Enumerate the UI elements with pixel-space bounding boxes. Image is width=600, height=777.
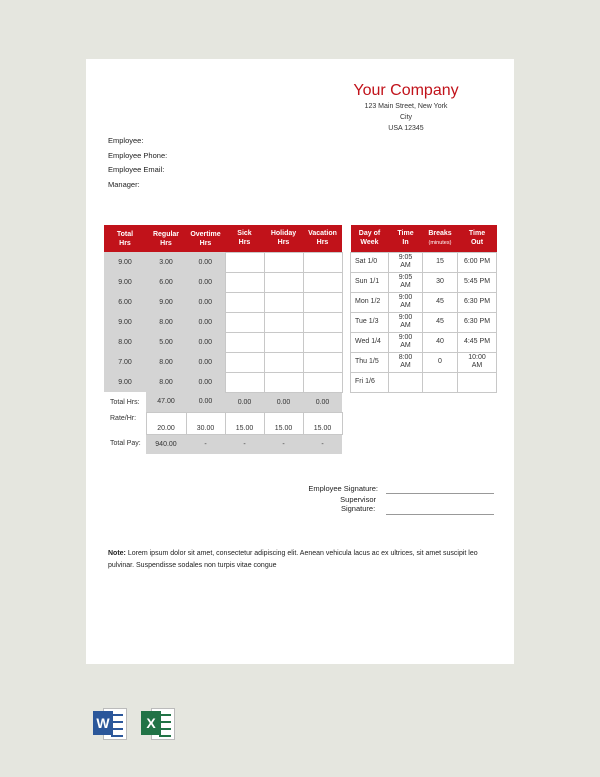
timesheet-page [86, 59, 514, 664]
total-pay-cell: - [282, 440, 285, 448]
hours-table [104, 225, 343, 454]
hours-cell[interactable] [225, 272, 264, 292]
header-vacation-hrs [303, 225, 342, 252]
total-pay-cell: - [204, 440, 207, 448]
hours-cell[interactable] [303, 372, 342, 392]
hours-cell[interactable] [303, 312, 342, 332]
manager-label: Manager: [108, 179, 140, 189]
header-total-hrs [104, 225, 146, 252]
rate-cell[interactable]: 15.00 [303, 412, 342, 434]
total-pay-row [104, 434, 342, 454]
hours-cell: 8.00 [146, 352, 186, 372]
breaks-cell[interactable]: 30 [423, 272, 458, 292]
breaks-cell[interactable]: 15 [423, 252, 458, 272]
breaks-cell[interactable]: 40 [423, 332, 458, 352]
time-out-cell[interactable] [458, 372, 497, 392]
time-in-cell[interactable]: 9:00 AM [389, 312, 423, 332]
time-in-cell[interactable] [389, 372, 423, 392]
hours-cell: 0.00 [186, 272, 225, 292]
excel-letter: X [141, 711, 161, 735]
hours-cell: 3.00 [146, 252, 186, 272]
header-sick-hrs [225, 225, 264, 252]
hours-cell[interactable] [264, 252, 303, 272]
time-out-cell[interactable]: 6:00 PM [458, 252, 497, 272]
time-out-cell[interactable]: 6:30 PM [458, 292, 497, 312]
time-out-cell[interactable]: 4:45 PM [458, 332, 497, 352]
word-letter: W [93, 711, 113, 735]
hours-row [104, 372, 342, 392]
hours-row [104, 312, 342, 332]
total-hrs-row [104, 392, 342, 412]
day-row [351, 332, 497, 352]
supervisor-signature-line[interactable] [386, 514, 494, 515]
hours-cell: 8.00 [104, 332, 146, 352]
breaks-cell[interactable]: 45 [423, 312, 458, 332]
hours-cell[interactable] [303, 292, 342, 312]
note [108, 548, 488, 571]
total-hrs-cell: 0.00 [315, 398, 330, 406]
header-minutes-text: (minutes) [428, 239, 452, 246]
hours-row [104, 272, 342, 292]
hours-row [104, 252, 342, 272]
total-pay-cell: 940.00 [155, 440, 177, 448]
time-table [350, 225, 497, 393]
hours-cell: 0.00 [186, 372, 225, 392]
signature-block [276, 483, 506, 517]
breaks-cell[interactable] [423, 372, 458, 392]
time-in-cell[interactable]: 8:00 AM [389, 352, 423, 372]
hours-cell[interactable] [264, 272, 303, 292]
time-out-cell[interactable]: 5:45 PM [458, 272, 497, 292]
header-text: Day of Week [358, 230, 381, 247]
rate-cell[interactable]: 30.00 [186, 412, 225, 434]
total-hrs-cell: 0.00 [237, 398, 252, 406]
header-text: Regular Hrs [152, 230, 180, 247]
employee-signature-row [276, 483, 506, 495]
header-time-out [458, 225, 497, 252]
rate-cell[interactable]: 15.00 [225, 412, 264, 434]
employee-email-label: Employee Email: [108, 165, 165, 174]
day-cell: Fri 1/6 [351, 372, 389, 392]
hours-cell: 6.00 [146, 272, 186, 292]
day-cell: Wed 1/4 [351, 332, 389, 352]
header-text: Vacation Hrs [308, 230, 337, 247]
hours-cell: 8.00 [146, 312, 186, 332]
hours-cell: 9.00 [146, 292, 186, 312]
time-in-cell[interactable]: 9:05 AM [389, 252, 423, 272]
time-out-cell[interactable]: 6:30 PM [458, 312, 497, 332]
note-text: Lorem ipsum dolor sit amet, consectetur adipiscing elit. Aenean vehicula lacus ac ex ultrices, sit amet suscipit leo pulvinar. Suspendisse sodales non turpis vitae congue [108, 550, 478, 569]
hours-cell: 0.00 [186, 292, 225, 312]
hours-cell: 9.00 [104, 272, 146, 292]
header-text: Overtime Hrs [190, 230, 221, 247]
hours-cell[interactable] [303, 272, 342, 292]
hours-cell[interactable] [225, 312, 264, 332]
hours-cell[interactable] [303, 252, 342, 272]
hours-cell[interactable] [225, 352, 264, 372]
company-address-line2: City [399, 114, 413, 121]
hours-cell: 0.00 [186, 252, 225, 272]
hours-cell[interactable] [225, 252, 264, 272]
excel-file-icon[interactable] [141, 707, 174, 739]
breaks-cell[interactable]: 45 [423, 292, 458, 312]
day-row [351, 312, 497, 332]
hours-cell[interactable] [225, 292, 264, 312]
header-text: Holiday Hrs [270, 230, 297, 247]
hours-cell[interactable] [264, 352, 303, 372]
company-name: Your Company [353, 82, 459, 99]
time-in-cell[interactable]: 9:05 AM [389, 272, 423, 292]
header-text: Time Out [468, 230, 486, 247]
header-text: Sick Hrs [237, 230, 252, 247]
company-address-line1: 123 Main Street, New York [364, 103, 448, 110]
company-address-line3: USA 12345 [388, 125, 424, 132]
header-overtime-hrs [186, 225, 225, 252]
hours-cell[interactable] [225, 372, 264, 392]
hours-cell: 9.00 [104, 252, 146, 272]
hours-cell[interactable] [303, 352, 342, 372]
header-breaks-text: Breaks [428, 229, 452, 237]
hours-row [104, 352, 342, 372]
day-row [351, 252, 497, 272]
company-header [341, 81, 471, 134]
header-day-of-week [351, 225, 389, 252]
hours-cell: 9.00 [104, 312, 146, 332]
supervisor-label-line1: Supervisor [340, 495, 376, 504]
day-cell: Thu 1/5 [351, 352, 389, 372]
note-label: Note: [108, 550, 126, 557]
hours-cell[interactable] [264, 312, 303, 332]
day-cell: Sat 1/0 [351, 252, 389, 272]
hours-cell: 7.00 [104, 352, 146, 372]
rate-cell[interactable]: 15.00 [264, 412, 303, 434]
total-pay-label: Total Pay: [104, 434, 146, 454]
rate-cell[interactable]: 20.00 [146, 412, 186, 434]
total-hrs-cell: 0.00 [276, 398, 291, 406]
hours-cell[interactable] [264, 372, 303, 392]
hours-cell: 0.00 [186, 352, 225, 372]
hours-row [104, 292, 342, 312]
total-pay-cell: - [243, 440, 246, 448]
header-time-in [389, 225, 423, 252]
total-hrs-label: Total Hrs: [104, 392, 146, 412]
hours-cell: 5.00 [146, 332, 186, 352]
header-text: Total Hrs [116, 230, 134, 247]
employee-fields [108, 136, 167, 194]
rate-row [104, 412, 342, 434]
time-in-cell[interactable]: 9:00 AM [389, 332, 423, 352]
hours-cell[interactable] [225, 332, 264, 352]
hours-cell: 9.00 [104, 372, 146, 392]
rate-label: Rate/Hr: [110, 415, 137, 422]
hours-cell: 0.00 [186, 312, 225, 332]
day-cell: Mon 1/2 [351, 292, 389, 312]
employee-signature-label: Employee Signature: [308, 484, 378, 493]
employee-phone-label: Employee Phone: [108, 150, 168, 160]
total-hrs-cell: 47.00 [157, 398, 175, 406]
header-text: Time In [397, 230, 414, 247]
hours-cell: 6.00 [104, 292, 146, 312]
day-row [351, 352, 497, 372]
employee-label: Employee: [108, 136, 144, 145]
time-out-cell[interactable]: 10:00 AM [458, 352, 497, 372]
word-file-icon[interactable] [93, 707, 126, 739]
header-holiday-hrs [264, 225, 303, 252]
day-cell: Sun 1/1 [351, 272, 389, 292]
total-hrs-cell: 0.00 [198, 398, 213, 406]
header-breaks [423, 225, 458, 252]
supervisor-label-line2: Signature: [340, 504, 376, 513]
hours-row [104, 332, 342, 352]
time-in-cell[interactable]: 9:00 AM [389, 292, 423, 312]
header-regular-hrs [146, 225, 186, 252]
employee-signature-line[interactable] [386, 493, 494, 494]
day-row [351, 272, 497, 292]
hours-cell: 0.00 [186, 332, 225, 352]
hours-cell[interactable] [264, 332, 303, 352]
supervisor-signature-label [340, 495, 376, 513]
hours-cell[interactable] [303, 332, 342, 352]
breaks-cell[interactable]: 0 [423, 352, 458, 372]
hours-cell[interactable] [264, 292, 303, 312]
hours-cell: 8.00 [146, 372, 186, 392]
day-cell: Tue 1/3 [351, 312, 389, 332]
total-pay-cell: - [321, 440, 324, 448]
supervisor-signature-row [276, 495, 506, 517]
day-row [351, 292, 497, 312]
day-row [351, 372, 497, 392]
